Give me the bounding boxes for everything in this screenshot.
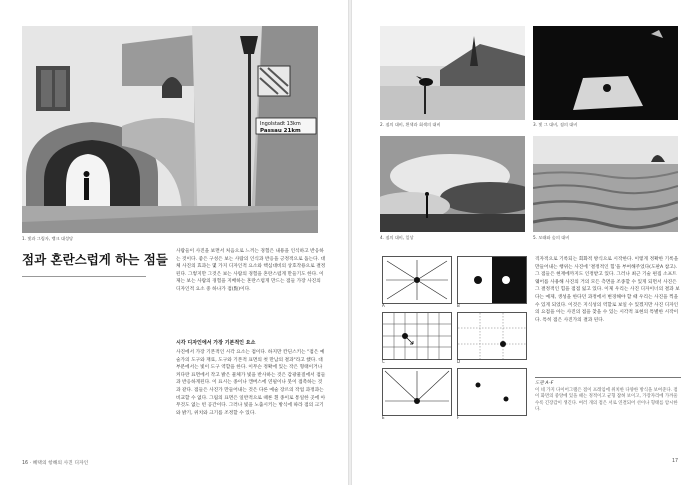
caption-2: 2. 점의 대비, 흰색과 회색의 대비 <box>380 122 441 127</box>
diagram-a <box>382 256 452 304</box>
photo-arch-street <box>22 26 318 233</box>
photo-dark-light <box>533 26 678 120</box>
photo-cloud-sky-image <box>380 136 525 232</box>
figure-note-title: 도판 A–F <box>535 381 554 386</box>
photo-sand-dunes-image <box>533 136 678 232</box>
sign-text-1: Ingolstadt 13km <box>260 121 301 127</box>
right-body-paragraph: 격자적으로 기록되는 회화적 방식으로 시작한다. 이렇게 정확한 기록을 만들어내는 행위는 사진에 '결정적인 힘'을 부여해주었다(도판A 참고). 그 점들은 현재에까지도 인정받고 있다. 그러나 최근 기술 편집 소프트웨어를 사용해 사진의 거의 모든 측면을 조종할 수 있게 되면서 사진은 그 결정적인 힘을 점점 잃고 있다. 이제 우리는 사진 디자이너의 결과 보다는 예제, 생성을 한다던 과정에서 변경해야 할 때 우리는 사진을 찍을 수 있게 되었다. 이것은 지식성의 역할로 보일 수 있겠지만 사진 디자인의 요점을 아는 사진의 점을 찾을 수 있는 시각적 표현의 특별한 시작이다. 특히 점은 사진가의 결과 된다. <box>535 257 680 323</box>
diagram-e <box>382 368 452 416</box>
diagram-c <box>382 312 452 360</box>
page-title: 점과 혼란스럽게 하는 점들 <box>22 252 168 267</box>
figure-note-text: 이 네 가지 다이어그램은 점이 프레임에 위치한 다양한 방식을 보여준다. 점이 화면의 중앙에 있을 때는 정적이고 균형 잡혀 보이고, 가장자리에 가까울수록 긴장감이 생긴다. 여러 개의 점은 서로 연결되어 선이나 형태를 암시한다. <box>535 388 678 413</box>
right-folio: 17 <box>672 459 679 464</box>
diagram-label-a: A <box>382 303 385 308</box>
section-subheading: 시각 디자인에서 가장 기본적인 요소 <box>176 340 256 346</box>
diagram-label-b: B <box>457 303 460 308</box>
left-page <box>0 0 348 485</box>
photo-sand-dunes <box>533 136 678 232</box>
diagram-label-e: E <box>382 415 385 420</box>
diagram-b <box>457 256 527 304</box>
photo-bird-field-image <box>380 26 525 120</box>
title-rule <box>22 276 146 277</box>
body-paragraph: 사진에서 가장 기본적인 시각 요소는 점이다. 하지만 칸딘스키는 "점은 예술가의 도구와 재료, 도구와 기본적 표면의 첫 만남의 결과"라고 했다. 대부분에서는 빛이 도구 역할을 한다. 이무슨 정확에 있는 작은 형태이거나 커다란 표면에서 작고 밝은 물체가 빛을 반사하는 것은 감광물질에서 점들과 반응하게된다. 이 표시는 종이나 캔버스에 연필이나 붓이 접촉하는 것과 같다. 점들은 사진가 만들어내는 것은 다른 예술 장르의 작업 과정과는 비교할 수 없다. 그림의 표면은 일반적으로 때론 흰 종이로 통일한 곳에 아무것도 없는 빈 공간이다. 그러나 빛을 노출시키는 방식에 따라 점의 크기와 밝기, 위치와 크기를 조정할 수 있다. <box>176 350 326 416</box>
caption-3: 3. 빛 그 대비, 점의 대비 <box>533 122 578 127</box>
photo-caption: 1. 빛과 그림자, 뱅크 대성당 <box>22 236 74 241</box>
diagram-label-c: C <box>382 359 385 364</box>
photo-cloud-sky <box>380 136 525 232</box>
caption-5: 5. 모래와 숲의 대비 <box>533 235 570 240</box>
photo-bird-field <box>380 26 525 120</box>
caption-4: 4. 점의 대비, 일상 <box>380 235 414 240</box>
photo-arch-street-image <box>22 26 318 233</box>
diagram-f <box>457 368 527 416</box>
photo-dark-light-image <box>533 26 678 120</box>
sign-text-2: Passau 21km <box>260 128 301 134</box>
right-page <box>352 0 700 485</box>
figure-note-box <box>535 377 681 414</box>
diagram-label-d: D <box>457 359 461 364</box>
left-folio: 16 · 혜택의 항해의 사진 디자인 <box>22 461 89 466</box>
diagram-d <box>457 312 527 360</box>
diagram-label-f: F <box>457 415 460 420</box>
intro-paragraph: 사람들이 사진을 보면서 처음으로 느끼는 경험은 내용을 인식하고 반응하는 것이다. 좋은 구성은 보는 사람의 인식과 반응을 긍정적으로 돕는다. 대체 사진의 효과는 몇 가지 디자인적 요소와 핵심대비의 상호작용으로 결정된다. 그렇지만 그것은 보는 사람의 경험을 혼란스럽게 만들기도 한다. 이제는 보는 사람의 경험을 지배하는 혼란스럽게 만드는 점들 가장 사진의 디자인적 요소 중 하나가 점(點)이다. <box>176 249 326 292</box>
